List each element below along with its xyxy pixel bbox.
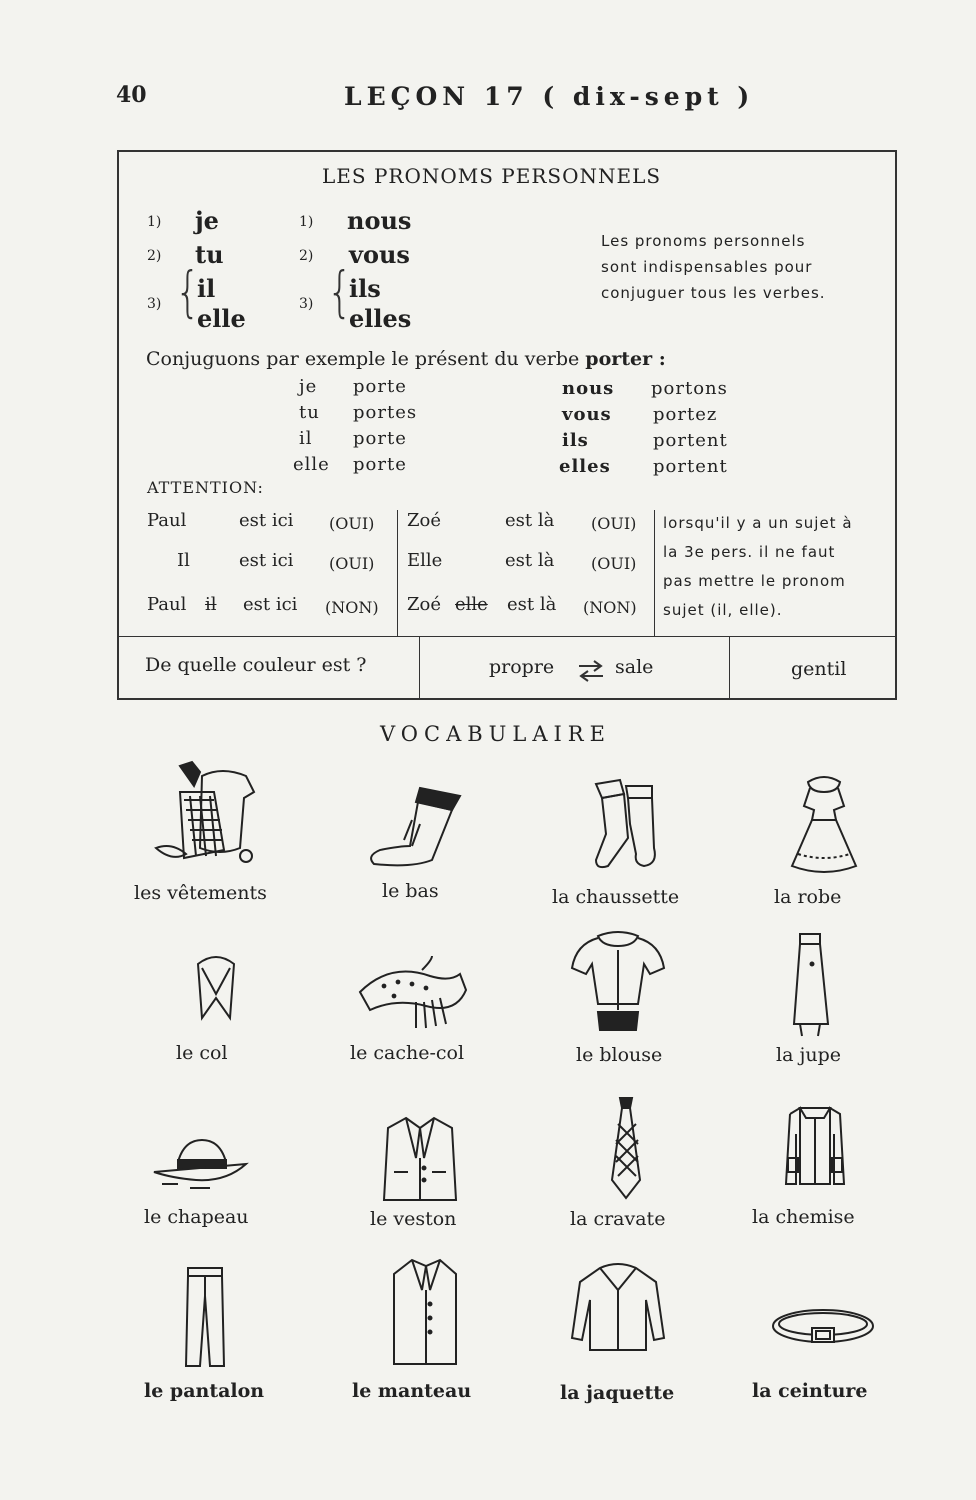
conj-pronoun: ils xyxy=(562,430,589,451)
pronouns-note-line: conjuguer tous les verbes. xyxy=(601,284,826,302)
word-sale: sale xyxy=(615,656,654,678)
conj-form: portons xyxy=(651,378,728,399)
pronoun-nous: nous xyxy=(347,206,412,235)
coat-icon xyxy=(390,1256,460,1376)
attention-verb: est là xyxy=(505,550,555,571)
attention-verdict: (OUI) xyxy=(591,554,637,573)
plural-num: 3) xyxy=(299,296,314,312)
belt-icon xyxy=(768,1302,878,1352)
attention-subject: Zoé xyxy=(407,594,441,615)
attention-subject: Il xyxy=(177,550,190,571)
clothes-icon xyxy=(150,756,270,871)
blouse-icon xyxy=(568,926,668,1036)
pronoun-elles: elles xyxy=(349,304,412,333)
pronouns-note-line: Les pronoms personnels xyxy=(601,232,806,250)
vocab-label: le veston xyxy=(370,1208,457,1230)
trousers-icon xyxy=(180,1264,230,1374)
attention-subject: Paul xyxy=(147,594,187,615)
attention-subject: Zoé xyxy=(407,510,441,531)
vocabulary-title: VOCABULAIRE xyxy=(380,722,611,746)
vocab-label: la jupe xyxy=(776,1044,841,1066)
page-title: LEÇON 17 ( dix-sept ) xyxy=(344,82,755,111)
vocab-label: les vêtements xyxy=(134,882,267,904)
vocab-label: le blouse xyxy=(576,1044,663,1066)
attention-verb: est ici xyxy=(243,594,298,615)
attention-subject: Paul xyxy=(147,510,187,531)
bottom-divider-2 xyxy=(729,636,730,698)
vocab-label: la jaquette xyxy=(560,1382,675,1404)
plural-num: 1) xyxy=(299,214,314,230)
tie-icon xyxy=(606,1094,646,1204)
conj-form: porte xyxy=(353,428,407,449)
hat-icon xyxy=(150,1134,250,1194)
attention-subject: Elle xyxy=(407,550,443,571)
pronouns-note-line: sont indispensables pour xyxy=(601,258,813,276)
conj-pronoun: nous xyxy=(562,378,615,399)
vocab-label: le chapeau xyxy=(144,1206,249,1228)
singular-num: 3) xyxy=(147,296,162,312)
brace: { xyxy=(327,261,353,325)
attention-verb: est là xyxy=(505,510,555,531)
conj-pronoun: vous xyxy=(562,404,612,425)
dress-icon xyxy=(784,774,864,884)
rule-line: pas mettre le pronom xyxy=(663,572,846,590)
singular-num: 1) xyxy=(147,214,162,230)
singular-num: 2) xyxy=(147,248,162,264)
scarf-icon xyxy=(354,952,474,1032)
conj-pronoun: elle xyxy=(293,454,330,475)
conj-pronoun: il xyxy=(299,428,313,449)
plural-num: 2) xyxy=(299,248,314,264)
attention-verdict: (NON) xyxy=(583,598,637,617)
brace: { xyxy=(175,261,201,325)
vocab-label: le pantalon xyxy=(144,1380,265,1402)
stocking-icon xyxy=(360,780,470,875)
crossed-pronoun: il xyxy=(205,594,217,615)
attention-verdict: (NON) xyxy=(325,598,379,617)
rule-line: lorsqu'il y a un sujet à xyxy=(663,514,853,532)
vocab-label: le col xyxy=(176,1042,228,1064)
shirt-icon xyxy=(780,1104,850,1189)
attention-verdict: (OUI) xyxy=(329,554,375,573)
pronoun-elle: elle xyxy=(197,304,246,333)
conj-form: portent xyxy=(653,456,728,477)
conjugation-verb: porter : xyxy=(585,348,666,370)
pronoun-je: je xyxy=(195,206,219,235)
vocab-label: la cravate xyxy=(570,1208,666,1230)
cardigan-icon xyxy=(568,1260,668,1360)
vocab-label: le cache-col xyxy=(350,1042,465,1064)
attention-verb: est ici xyxy=(239,550,294,571)
rule-line: la 3e pers. il ne faut xyxy=(663,543,836,561)
attention-verb: est là xyxy=(507,594,557,615)
conjugation-intro-text: Conjuguons par exemple le présent du verbe xyxy=(146,348,580,370)
pronoun-tu: tu xyxy=(195,240,224,269)
sock-icon xyxy=(586,772,666,877)
swap-arrows-icon xyxy=(577,658,605,688)
pronouns-title: LES PRONOMS PERSONNELS xyxy=(322,164,662,188)
attention-divider-1 xyxy=(397,510,398,636)
word-gentil: gentil xyxy=(791,658,847,680)
conj-form: porte xyxy=(353,454,407,475)
box-divider-horizontal xyxy=(119,636,895,637)
color-question: De quelle couleur est ? xyxy=(145,654,367,676)
jacket-icon xyxy=(380,1112,460,1207)
attention-verb: est ici xyxy=(239,510,294,531)
vocab-label: le manteau xyxy=(352,1380,472,1402)
conjugation-intro xyxy=(146,348,666,370)
conj-form: portes xyxy=(353,402,418,423)
attention-divider-2 xyxy=(654,510,655,636)
crossed-pronoun: elle xyxy=(455,594,488,615)
conj-form: portez xyxy=(653,404,718,425)
conj-pronoun: elles xyxy=(559,456,611,477)
vocab-label: la ceinture xyxy=(752,1380,868,1402)
word-propre: propre xyxy=(489,656,555,678)
bottom-divider-1 xyxy=(419,636,420,698)
rule-line: sujet (il, elle). xyxy=(663,601,783,619)
conj-form: porte xyxy=(353,376,407,397)
skirt-icon xyxy=(786,930,836,1040)
conj-pronoun: je xyxy=(299,376,318,397)
attention-label: ATTENTION: xyxy=(147,478,264,497)
pronoun-vous: vous xyxy=(349,240,410,269)
vocab-label: la chemise xyxy=(752,1206,855,1228)
conj-pronoun: tu xyxy=(299,402,320,423)
attention-verdict: (OUI) xyxy=(329,514,375,533)
collar-icon xyxy=(188,950,244,1030)
page-number: 40 xyxy=(116,82,147,108)
conj-form: portent xyxy=(653,430,728,451)
pronoun-il: il xyxy=(197,274,216,303)
pronoun-ils: ils xyxy=(349,274,381,303)
vocab-label: la robe xyxy=(774,886,842,908)
vocab-label: la chaussette xyxy=(552,886,680,908)
grammar-box xyxy=(117,150,897,700)
vocab-label: le bas xyxy=(382,880,439,902)
attention-verdict: (OUI) xyxy=(591,514,637,533)
